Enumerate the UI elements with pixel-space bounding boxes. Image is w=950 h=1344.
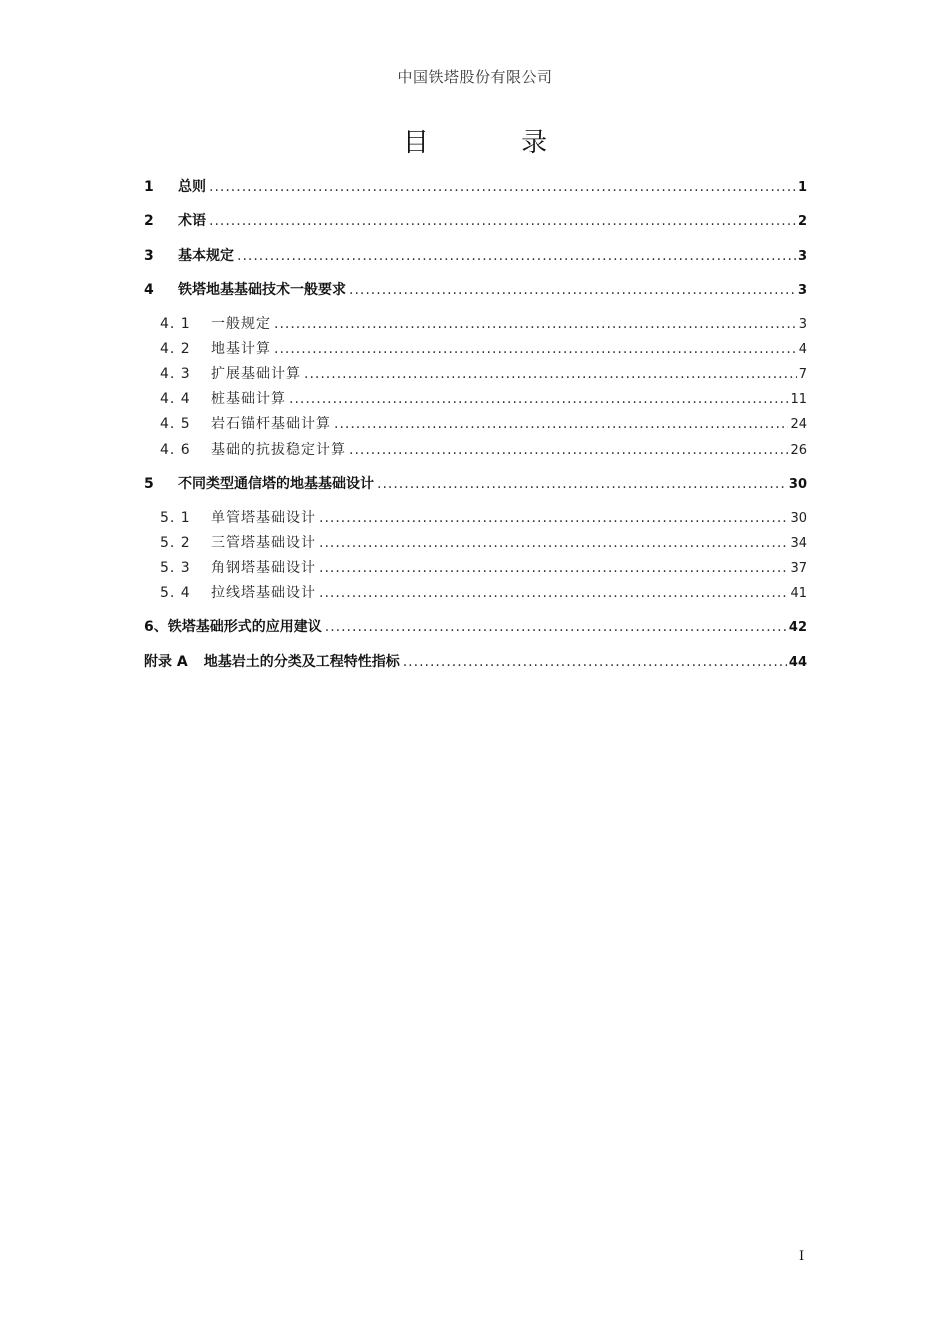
toc-entry-label: 桩基础计算: [211, 391, 286, 407]
toc-entry-label: 地基计算: [211, 341, 271, 357]
toc-leader-dots: [349, 440, 788, 460]
toc-entry-page: 2: [797, 214, 807, 229]
toc-entry-label: 总则: [178, 179, 206, 195]
toc-entry-number: 2: [144, 213, 154, 229]
toc-entry-label: 拉线塔基础设计: [211, 585, 316, 601]
toc-leader-dots: [274, 339, 797, 359]
toc-entry-number: 4. 1: [160, 316, 191, 332]
toc-leader-dots: [304, 364, 797, 384]
toc-entry-page: 3: [798, 317, 807, 332]
toc-leader-dots: [319, 533, 788, 553]
toc-title: 目 录: [402, 128, 590, 158]
toc-entry-2[interactable]: [144, 211, 807, 232]
toc-entry-5-1[interactable]: [144, 508, 807, 529]
toc-entry-4-6[interactable]: [144, 440, 807, 461]
toc-entry-4-4[interactable]: [144, 389, 807, 410]
toc-entry-number: 5. 4: [160, 585, 191, 601]
toc-entry-number: 1: [144, 179, 154, 195]
toc-entry-label: 三管塔基础设计: [211, 535, 316, 551]
toc-entry-6[interactable]: [144, 617, 807, 638]
toc-entry-page: 1: [797, 180, 807, 195]
toc-entry-4-3[interactable]: [144, 364, 807, 385]
toc-entry-label: 不同类型通信塔的地基基础设计: [178, 476, 374, 492]
toc-entry-number: 3: [144, 248, 154, 264]
toc-entry-number: 4. 3: [160, 366, 191, 382]
toc-entry-number: 5. 1: [160, 510, 191, 526]
toc-entry-3[interactable]: [144, 246, 807, 267]
toc-leader-dots: [319, 558, 788, 578]
toc-entry-label: 术语: [178, 213, 206, 229]
toc-entry-label: 6、铁塔基础形式的应用建议: [144, 619, 322, 635]
toc-entry-appendix-a[interactable]: [144, 652, 807, 673]
toc-entry-4-5[interactable]: [144, 414, 807, 435]
toc-entry-number: 附录 A: [144, 654, 188, 670]
toc-entry-page: 42: [788, 620, 807, 635]
toc-entry-page: 3: [797, 283, 807, 298]
toc-entry-label: 单管塔基础设计: [211, 510, 316, 526]
toc-entry-5-2[interactable]: [144, 533, 807, 554]
toc-entry-label: 一般规定: [211, 316, 271, 332]
toc-leader-dots: [349, 280, 796, 300]
toc-entry-number: 4. 2: [160, 341, 191, 357]
toc-entry-number: 5. 3: [160, 560, 191, 576]
toc-leader-dots: [319, 583, 788, 603]
toc-leader-dots: [403, 652, 787, 672]
toc-entry-page: 37: [790, 561, 807, 576]
toc-entry-page: 3: [797, 249, 807, 264]
toc-entry-page: 24: [790, 417, 807, 432]
toc-entry-label: 基本规定: [178, 248, 234, 264]
toc-entry-number: 4. 4: [160, 391, 191, 407]
toc-leader-dots: [274, 314, 797, 334]
toc-entry-4-1[interactable]: [144, 314, 807, 335]
toc-entry-page: 11: [790, 392, 807, 407]
toc-entry-page: 34: [790, 536, 807, 551]
toc-entry-label: 角钢塔基础设计: [211, 560, 316, 576]
toc-entry-label: 扩展基础计算: [211, 366, 301, 382]
page-number: I: [799, 1249, 805, 1264]
toc-entry-5-3[interactable]: [144, 558, 807, 579]
toc-leader-dots: [377, 474, 787, 494]
toc-entry-label: 铁塔地基基础技术一般要求: [178, 282, 346, 298]
toc-entry-number: 5: [144, 476, 154, 492]
toc-leader-dots: [289, 389, 788, 409]
toc-entry-5-4[interactable]: [144, 583, 807, 604]
toc-entry-1[interactable]: [144, 177, 807, 198]
toc-entry-number: 4. 6: [160, 442, 191, 458]
toc-entry-page: 26: [790, 443, 807, 458]
toc-leader-dots: [334, 414, 788, 434]
toc-entry-page: 44: [788, 655, 807, 670]
toc-leader-dots: [325, 617, 787, 637]
toc-entry-page: 7: [798, 367, 807, 382]
toc-leader-dots: [209, 177, 796, 197]
toc-entry-label: 岩石锚杆基础计算: [211, 416, 331, 432]
toc-entry-number: 4. 5: [160, 416, 191, 432]
toc-entry-page: 30: [788, 477, 807, 492]
document-header-company: 中国铁塔股份有限公司: [397, 68, 553, 86]
toc-entry-label: 地基岩土的分类及工程特性指标: [203, 654, 400, 670]
toc-leader-dots: [237, 246, 796, 266]
toc-leader-dots: [319, 508, 788, 528]
toc-entry-number: 4: [144, 282, 154, 298]
toc-entry-page: 4: [798, 342, 807, 357]
toc-entry-page: 30: [790, 511, 807, 526]
toc-entry-4[interactable]: [144, 280, 807, 301]
toc-entry-page: 41: [790, 586, 807, 601]
toc-entry-4-2[interactable]: [144, 339, 807, 360]
toc-leader-dots: [209, 211, 796, 231]
toc-entry-number: 5. 2: [160, 535, 191, 551]
toc-entry-5[interactable]: [144, 474, 807, 495]
toc-entry-label: 基础的抗拔稳定计算: [211, 442, 346, 458]
